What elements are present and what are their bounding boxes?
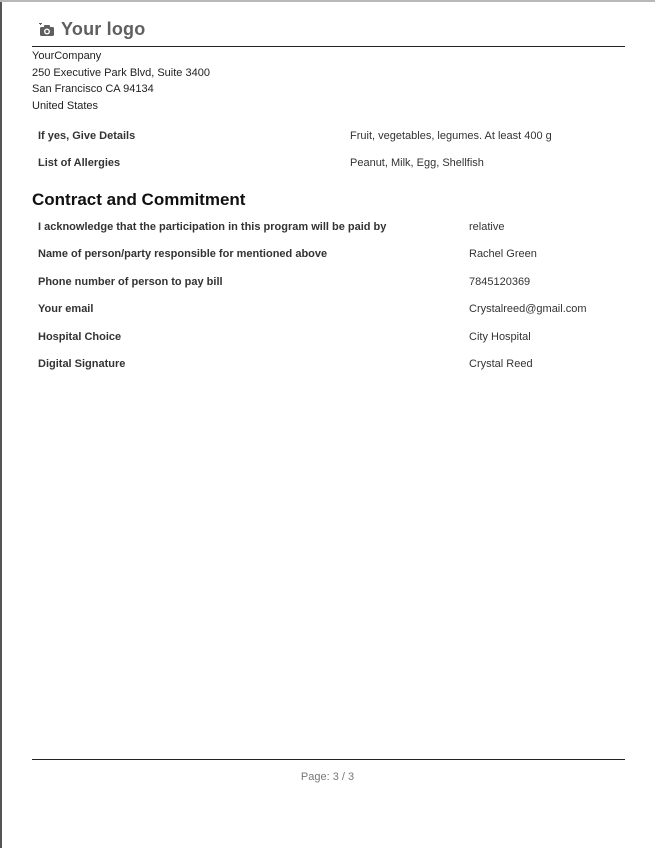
field-value: 7845120369 — [469, 275, 531, 288]
field-value: relative — [469, 220, 505, 233]
page-number: Page: 3 / 3 — [300, 771, 355, 783]
company-city: San Francisco CA 94134 — [32, 83, 154, 95]
footer-divider — [32, 759, 625, 760]
field-value: Peanut, Milk, Egg, Shellfish — [350, 157, 484, 170]
field-value: Crystal Reed — [469, 358, 533, 371]
company-street: 250 Executive Park Blvd, Suite 3400 — [32, 66, 210, 79]
field-label: Your email — [38, 303, 94, 316]
field-label: Digital Signature — [38, 358, 126, 371]
field-label: Name of person/party responsible for mentioned above — [38, 248, 328, 261]
page-top-edge — [0, 0, 655, 2]
camera-icon — [39, 23, 55, 37]
contract-row — [32, 351, 625, 379]
company-country: United States — [32, 99, 99, 112]
page-left-edge — [0, 0, 2, 848]
contract-row — [32, 213, 625, 241]
logo-text: Your logo — [61, 19, 146, 39]
company-address — [32, 48, 210, 114]
company-logo — [39, 19, 145, 40]
field-label: Hospital Choice — [38, 330, 122, 343]
field-value: Crystalreed@gmail.com — [469, 303, 587, 316]
field-value: Rachel Green — [469, 248, 537, 261]
field-value: City Hospital — [469, 330, 531, 343]
field-label: Phone number of person to pay bill — [38, 275, 223, 288]
contract-row — [32, 323, 625, 351]
company-name: YourCompany — [32, 50, 102, 62]
details-table — [32, 122, 625, 177]
field-label: If yes, Give Details — [38, 129, 136, 142]
details-row — [32, 150, 625, 178]
details-row — [32, 122, 625, 150]
header-divider — [32, 46, 625, 47]
field-label: I acknowledge that the participation in this program will be paid by — [38, 220, 387, 233]
section-title: Contract and Commitment — [32, 190, 246, 209]
contract-row — [32, 296, 625, 324]
field-value: Fruit, vegetables, legumes. At least 400 g — [350, 129, 552, 142]
contract-row — [32, 268, 625, 296]
contract-table — [32, 213, 625, 378]
field-label: List of Allergies — [38, 157, 121, 170]
contract-row — [32, 241, 625, 269]
